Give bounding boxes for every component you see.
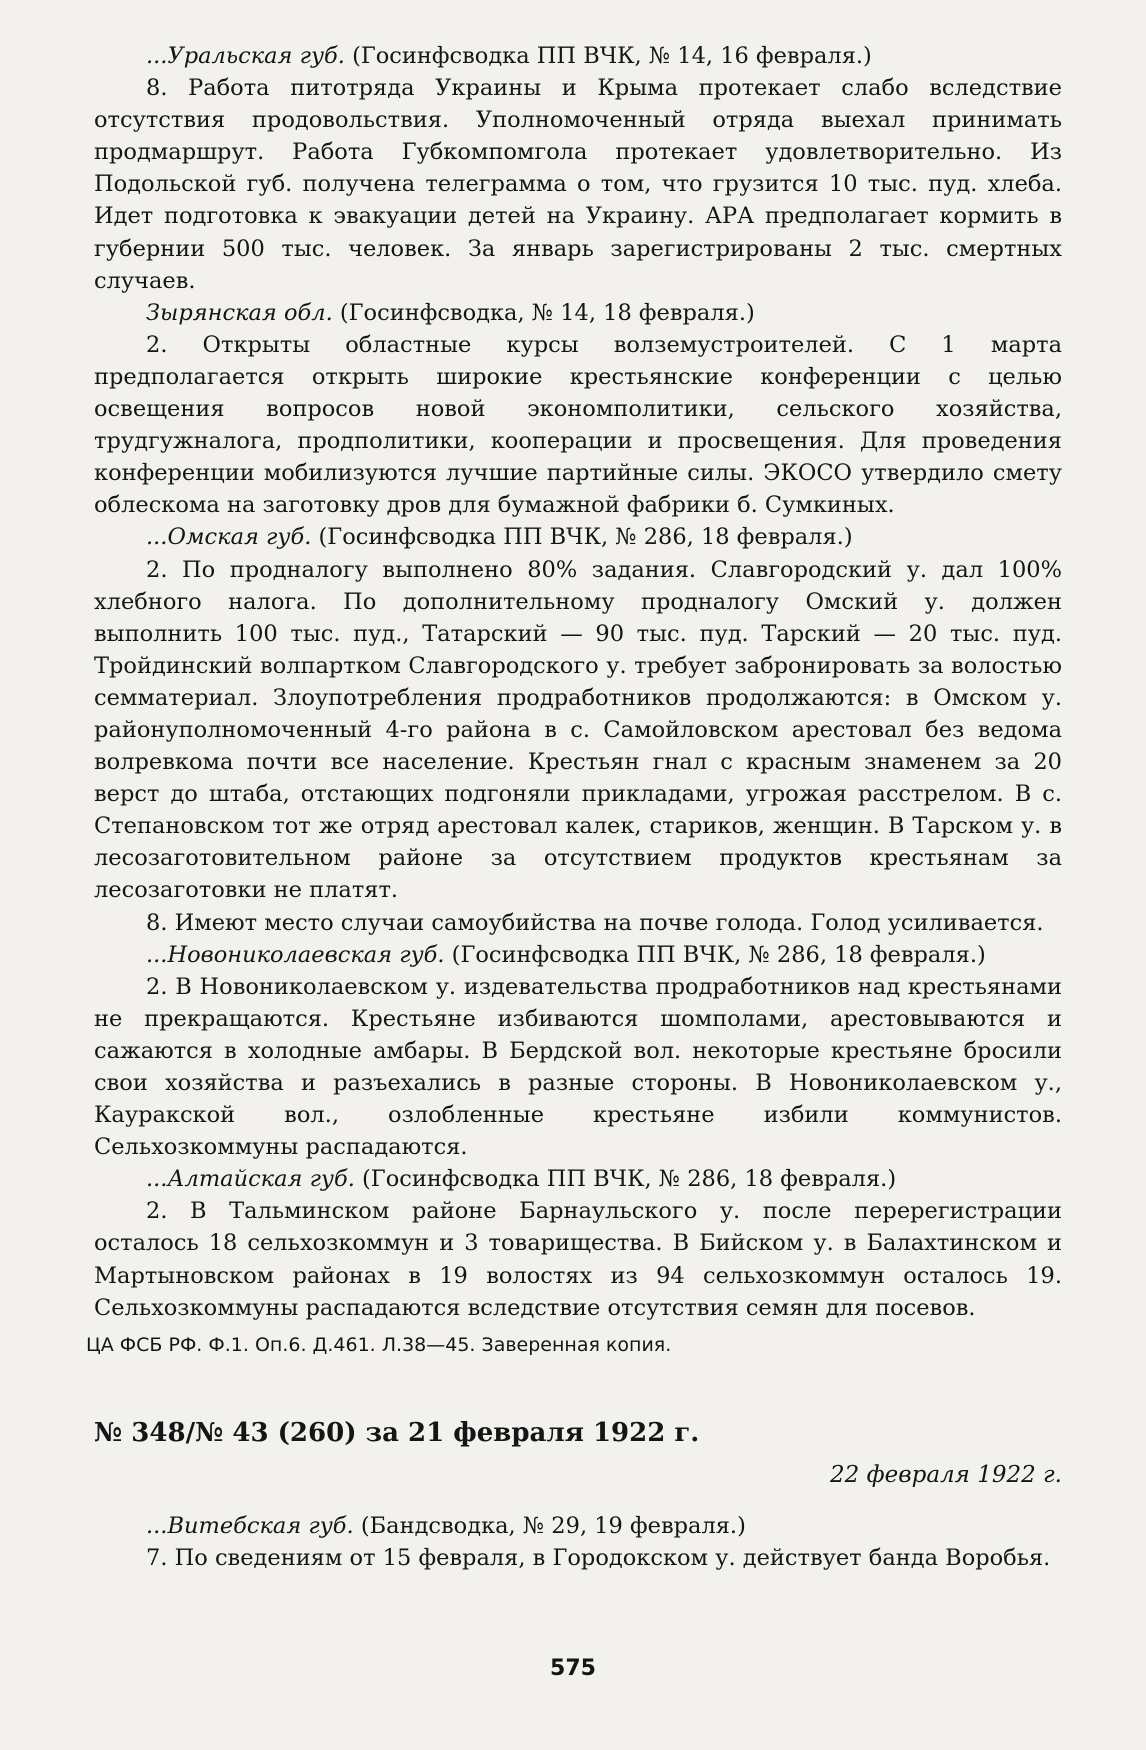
- source-region: ...Алтайская губ.: [146, 1166, 355, 1193]
- page-number: 575: [550, 1656, 596, 1681]
- report-paragraph: 2. В Тальминском районе Барнаульского у. после перерегистрации осталось 18 сельхозкоммун и 3 товарищества. В Бийском у. в Балахтинском и Мартыновском районах в 19 волостях из 94 сельхозкоммун осталось 19. Сельхозкоммуны распадаются вследствие отсутствия семян для посевов.: [94, 1198, 1062, 1321]
- source-line-ural: [94, 40, 1062, 72]
- source-line-novonikolaevsk: [94, 939, 1062, 971]
- source-region: Зырянская обл.: [146, 299, 333, 326]
- source-line-altai: [94, 1163, 1062, 1195]
- source-reference: (Госинфсводка ПП ВЧК, № 14, 16 февраля.): [344, 43, 872, 69]
- document-date: 22 февраля 1922 г.: [830, 1461, 1062, 1488]
- report-paragraph: 2. В Новониколаевском у. издевательства продработников над крестьянами не прекращаются. Крестьяне избиваются шомполами, арестовываются и сажаются в холодные амбары. В Бердской вол. некоторые крестьяне бросили свои хозяйства и разъехались в разные стороны. В Новониколаевском у., Кауракской вол., озлобленные крестьяне избили коммунистов. Сельхозкоммуны распадаются.: [94, 973, 1062, 1161]
- source-reference: (Госинфсводка ПП ВЧК, № 286, 18 февраля.): [311, 524, 853, 551]
- document-title: № 348/№ 43 (260) за 21 февраля 1922 г.: [94, 1417, 700, 1448]
- source-reference: (Госинфсводка ПП ВЧК, № 286, 18 февраля.): [354, 1166, 897, 1193]
- source-line-zyryan: [94, 297, 1062, 329]
- source-reference: (Госинфсводка, № 14, 18 февраля.): [332, 299, 755, 326]
- source-reference: (Бандсводка, № 29, 19 февраля.): [353, 1512, 746, 1539]
- report-paragraph: 7. По сведениям от 15 февраля, в Городокском у. действует банда Воробья.: [146, 1544, 1051, 1571]
- report-paragraph: 2. По продналогу выполнено 80% задания. Славгородский у. дал 100% хлебного налога. По дополнительному продналогу Омский у. должен выполнить 100 тыс. пуд., Татарский — 90 тыс. пуд. Тарский — 20 тыс. пуд. Тройдинский волпартком Славгородского у. требует забронировать за волостью семматериал. Злоупотребления продработников продолжаются: в Омском у. районуполномоченный 4-го района в с. Самойловском арестовал без ведома волревкома почти все население. Крестьян гнал с красным знаменем за 20 верст до штаба, отстающих подгоняли прикладами, угрожая расстрелом. В с. Степановском тот же отряд арестовал калек, стариков, женщин. В Тарском у. в лесозаготовительном районе за отсутствием продуктов крестьянам за лесозаготовки не платят.: [94, 556, 1062, 904]
- report-paragraph: 8. Имеют место случаи самоубийства на почве голода. Голод усиливается.: [146, 909, 1044, 936]
- archive-reference: ЦА ФСБ РФ. Ф.1. Оп.6. Д.461. Л.38—45. Заверенная копия.: [86, 1333, 672, 1356]
- source-region: ...Уральская губ.: [146, 43, 345, 69]
- source-region: ...Витебская губ.: [146, 1512, 354, 1539]
- source-reference: (Госинфсводка ПП ВЧК, № 286, 18 февраля.): [444, 941, 986, 968]
- source-region: ...Новониколаевская губ.: [146, 941, 445, 968]
- report-paragraph: 2. Открыты областные курсы волземустроителей. С 1 марта предполагается открыть широкие крестьянские конференции с целью освещения вопросов новой экономполитики, сельского хозяйства, трудгужналога, продполитики, кооперации и просвещения. Для проведения конференции мобилизуются лучшие партийные силы. ЭКОСО утвердило смету облескома на заготовку дров для бумажной фабрики б. Сумкиных.: [94, 331, 1062, 519]
- source-region: ...Омская губ.: [146, 524, 312, 551]
- source-line-omsk: [94, 521, 1062, 553]
- source-line-vitebsk: [94, 1510, 1062, 1542]
- report-paragraph: 8. Работа питотряда Украины и Крыма протекает слабо вследствие отсутствия продовольствия. Уполномоченный отряда выехал принимать продмаршрут. Работа Губкомпомгола протекает удовлетворительно. Из Подольской губ. получена телеграмма о том, что грузится 10 тыс. пуд. хлеба. Идет подготовка к эвакуации детей на Украину. АРА предполагает кормить в губернии 500 тыс. человек. За январь зарегистрированы 2 тыс. смертных случаев.: [94, 75, 1062, 294]
